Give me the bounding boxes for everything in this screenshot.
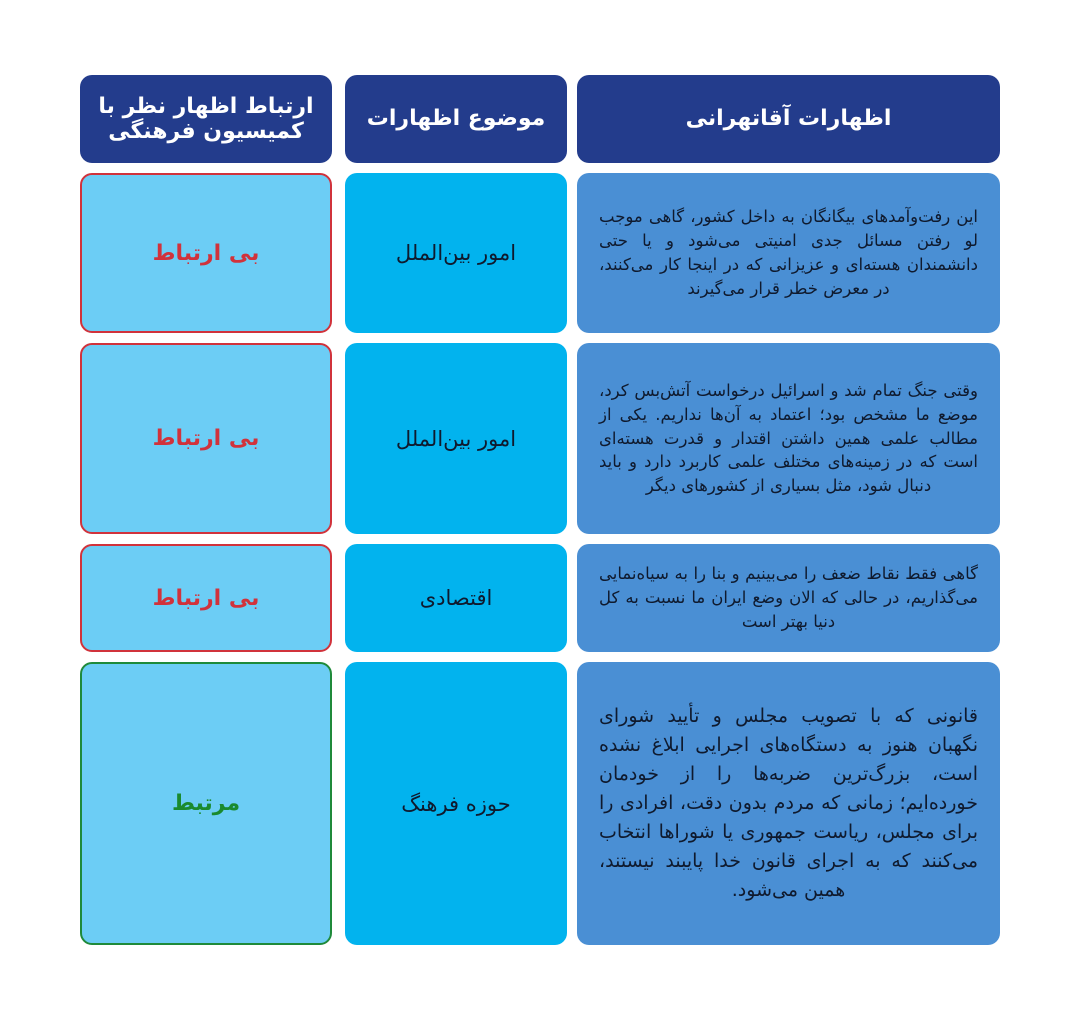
relation-cell	[80, 662, 332, 945]
topic-text: اقتصادی	[419, 586, 493, 610]
statement-cell	[577, 662, 1000, 945]
header-statements	[577, 75, 1000, 163]
topic-text: امور بین‌الملل	[395, 426, 517, 451]
header-statements-label: اظهارات آقاتهرانی	[685, 106, 892, 132]
statement-cell	[577, 173, 1000, 333]
topic-text: حوزه فرهنگ	[401, 791, 511, 816]
header-relation	[80, 75, 332, 163]
statement-cell	[577, 343, 1000, 534]
relation-text: مرتبط	[171, 791, 241, 816]
relation-text: بی ارتباط	[152, 240, 260, 266]
relation-cell	[80, 544, 332, 652]
statement-text: قانونی که با تصویب مجلس و تأیید شورای نگهبان هنوز به دستگاه‌های اجرایی ابلاغ نشده است، بزرگ‌ترین ضربه‌ها را از خودمان خورده‌ایم؛ زمانی که مردم بدون دقت، افرادی را برای مجلس، ریاست جمهوری یا شوراها انتخاب می‌کنند که به اجرای قانون خدا پایبند نیستند، همین می‌شود.	[599, 705, 978, 901]
topic-text: امور بین‌الملل	[395, 241, 517, 265]
statement-text: این رفت‌وآمدهای بیگانگان به داخل کشور، گاهی موجب لو رفتن مسائل جدی امنیتی می‌شود و یا حتی دانشمندان هسته‌ای و عزیزانی که در اینجا کار می‌کنند، در معرض خطر قرار می‌گیرند	[599, 207, 978, 298]
topic-cell	[345, 662, 567, 945]
statement-text: گاهی فقط نقاط ضعف را می‌بینیم و بنا را به سیاه‌نمایی می‌گذاریم، در حالی که الان وضع ایران ما نسبت به کل دنیا بهتر است	[599, 564, 978, 631]
header-relation-label: ارتباط اظهار نظر با کمیسیون فرهنگی	[98, 93, 314, 144]
statement-cell	[577, 544, 1000, 652]
relation-text: بی ارتباط	[152, 585, 260, 611]
relation-cell	[80, 343, 332, 534]
relation-cell	[80, 173, 332, 333]
topic-cell	[345, 343, 567, 534]
statement-text: وقتی جنگ تمام شد و اسرائیل درخواست آتش‌بس کرد، موضع ما مشخص بود؛ اعتماد به آن‌ها نداریم. یکی از مطالب علمی همین داشتن اقتدار و قدرت هسته‌ای است که در زمینه‌های مختلف علمی کاربرد دارد و باید دنبال شود، مثل بسیاری از کشورهای دیگر	[599, 380, 978, 496]
relation-text: بی ارتباط	[152, 426, 260, 451]
topic-cell	[345, 173, 567, 333]
topic-cell	[345, 544, 567, 652]
header-topic-label: موضوع اظهارات	[366, 106, 546, 132]
header-topic	[345, 75, 567, 163]
